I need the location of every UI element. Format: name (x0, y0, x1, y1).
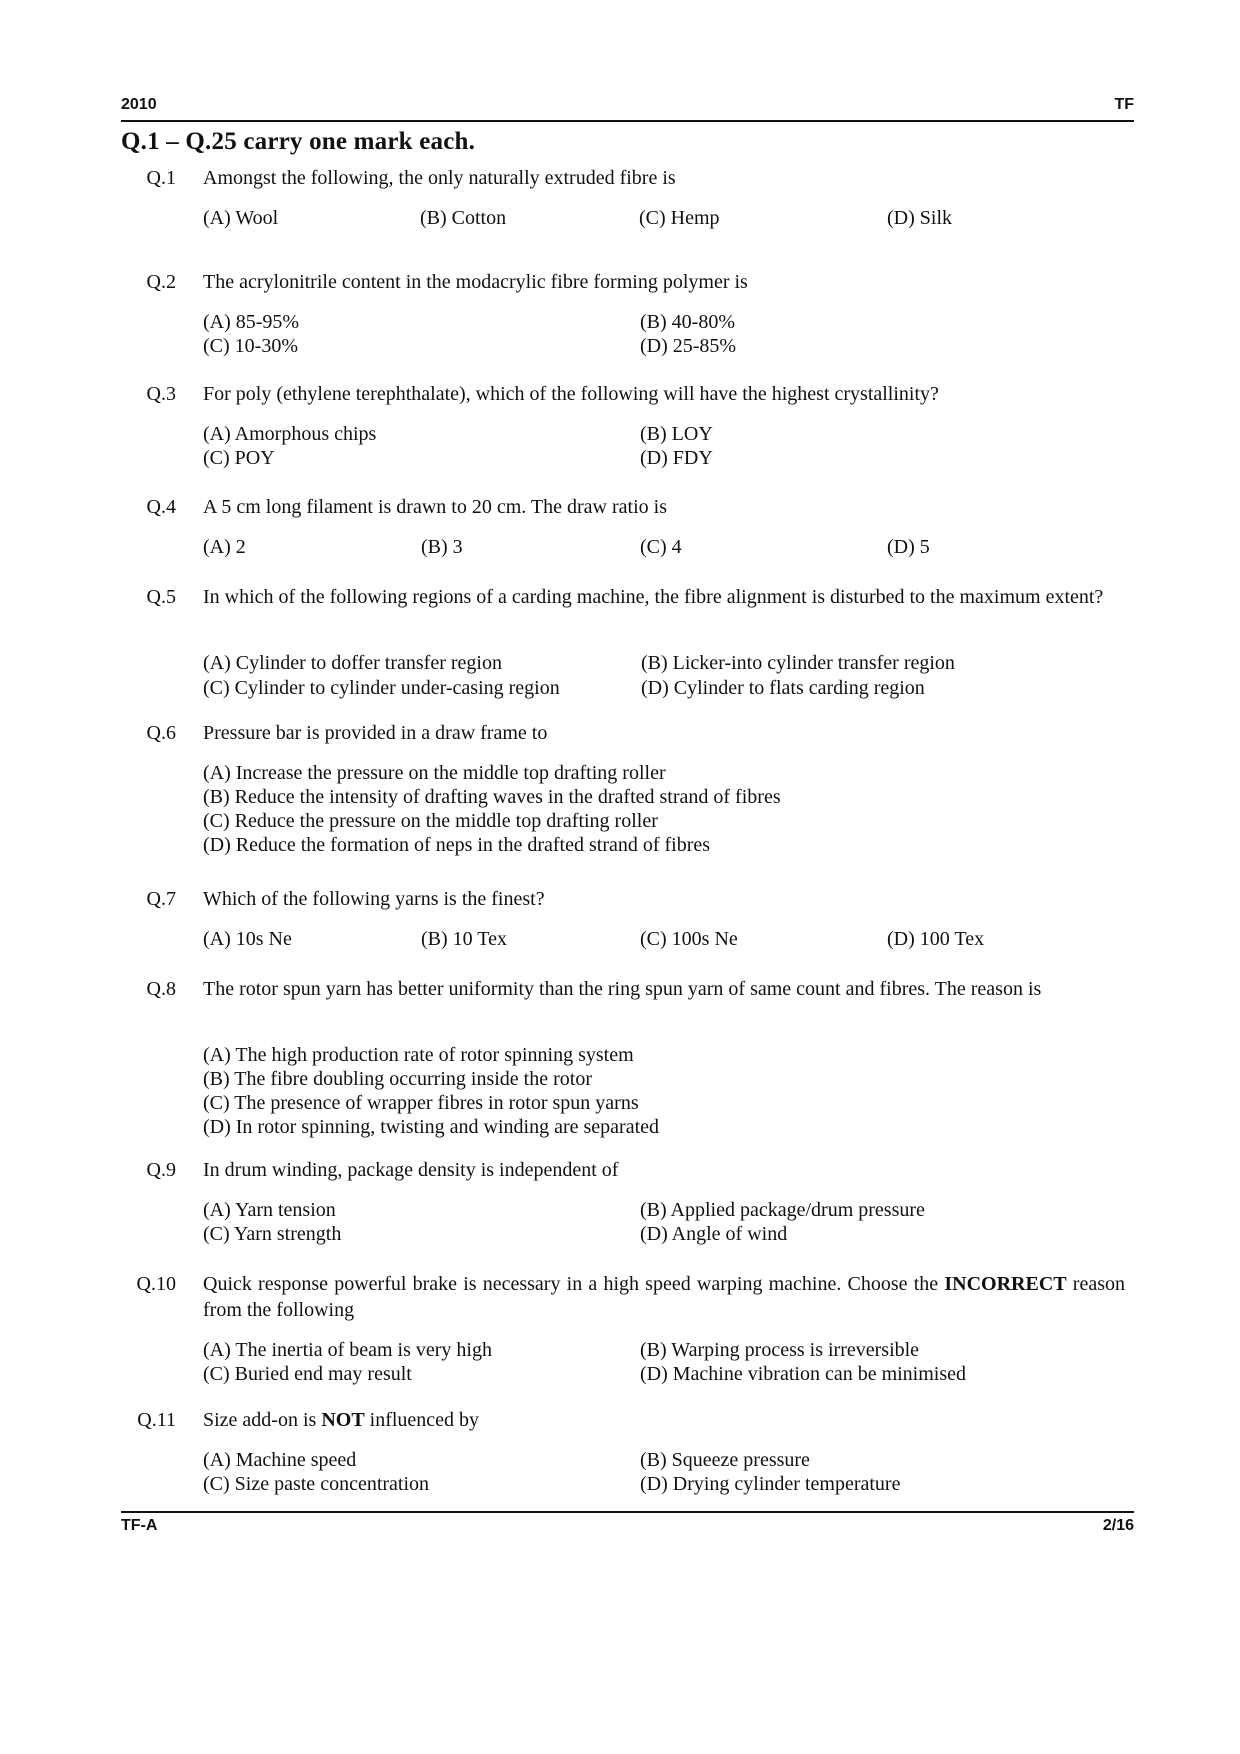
emphasis-not: NOT (321, 1409, 365, 1431)
option-b: (B) 10 Tex (421, 928, 507, 950)
header-paper-code: TF (1114, 96, 1134, 113)
emphasis-incorrect: INCORRECT (944, 1273, 1067, 1295)
option-a: (A) Cylinder to doffer transfer region (203, 652, 502, 674)
option-c: (C) 10-30% (203, 335, 298, 357)
question-number: Q.5 (146, 586, 176, 608)
option-a: (A) Machine speed (203, 1449, 357, 1471)
option-c: (C) Yarn strength (203, 1223, 342, 1245)
question-number: Q.3 (146, 383, 176, 405)
option-c: (C) Buried end may result (203, 1363, 412, 1385)
option-a: (A) Wool (203, 207, 279, 229)
question-text: The rotor spun yarn has better uniformity than the ring spun yarn of same count and fibres. The reason is (203, 978, 1042, 1000)
option-a: (A) Amorphous chips (203, 423, 377, 445)
option-b: (B) Licker-into cylinder transfer region (641, 652, 955, 674)
option-a: (A) Increase the pressure on the middle top drafting roller (203, 762, 666, 784)
option-b: (B) Squeeze pressure (640, 1449, 810, 1471)
question-number: Q.8 (146, 978, 176, 1000)
option-c: (C) Size paste concentration (203, 1473, 430, 1495)
option-b: (B) 3 (421, 536, 463, 558)
option-d: (D) In rotor spinning, twisting and winding are separated (203, 1116, 660, 1138)
question-text: In drum winding, package density is independent of (203, 1159, 619, 1181)
question-number: Q.7 (146, 888, 176, 910)
footer-paper-code: TF-A (121, 1517, 158, 1534)
question-number: Q.10 (136, 1273, 176, 1295)
option-c: (C) The presence of wrapper fibres in rotor spun yarns (203, 1092, 639, 1114)
option-b: (B) Reduce the intensity of drafting waves in the drafted strand of fibres (203, 786, 781, 808)
option-d: (D) FDY (640, 447, 713, 469)
option-a: (A) 2 (203, 536, 246, 558)
option-c: (C) POY (203, 447, 275, 469)
option-b: (B) 40-80% (640, 311, 735, 333)
question-text: A 5 cm long filament is drawn to 20 cm. The draw ratio is (203, 496, 667, 518)
question-number: Q.4 (146, 496, 176, 518)
option-d: (D) Drying cylinder temperature (640, 1473, 901, 1495)
option-c: (C) Hemp (639, 207, 720, 229)
page-number: 2/16 (1102, 1517, 1134, 1534)
option-d: (D) Reduce the formation of neps in the drafted strand of fibres (203, 834, 711, 856)
option-c: (C) Reduce the pressure on the middle top drafting roller (203, 810, 658, 832)
question-text (203, 1407, 1125, 1433)
option-d: (D) Angle of wind (640, 1223, 788, 1245)
option-b: (B) Warping process is irreversible (640, 1339, 920, 1361)
option-d: (D) Silk (887, 207, 952, 229)
question-text: In which of the following regions of a carding machine, the fibre alignment is disturbed to the maximum extent? (203, 586, 1104, 608)
question-number: Q.9 (146, 1159, 176, 1181)
option-a: (A) Yarn tension (203, 1199, 336, 1221)
option-d: (D) 100 Tex (887, 928, 985, 950)
option-d: (D) Machine vibration can be minimised (640, 1363, 967, 1385)
option-c: (C) 4 (640, 536, 682, 558)
question-text: Pressure bar is provided in a draw frame to (203, 722, 548, 744)
question-number: Q.11 (137, 1409, 176, 1431)
question-text-after: reason from the following (203, 1273, 1125, 1321)
page-footer (121, 1511, 1134, 1543)
question-number: Q.2 (146, 271, 176, 293)
question-text: The acrylonitrile content in the modacrylic fibre forming polymer is (203, 271, 748, 293)
option-d: (D) Cylinder to flats carding region (641, 677, 925, 699)
option-b: (B) Cotton (420, 207, 507, 229)
section-title: Q.1 – Q.25 carry one mark each. (121, 128, 476, 155)
option-a: (A) The high production rate of rotor spinning system (203, 1044, 634, 1066)
option-c: (C) 100s Ne (640, 928, 738, 950)
option-c: (C) Cylinder to cylinder under-casing region (203, 677, 560, 699)
option-a: (A) 85-95% (203, 311, 300, 333)
option-a: (A) 10s Ne (203, 928, 292, 950)
option-a: (A) The inertia of beam is very high (203, 1339, 492, 1361)
question-number: Q.6 (146, 722, 176, 744)
header-year: 2010 (121, 96, 157, 113)
question-number: Q.1 (146, 167, 176, 189)
option-d: (D) 25-85% (640, 335, 737, 357)
question-text: Amongst the following, the only naturally extruded fibre is (203, 167, 676, 189)
question-text-after: influenced by (364, 1409, 480, 1431)
question-text: For poly (ethylene terephthalate), which of the following will have the highest crystallinity? (203, 383, 939, 405)
question-text: Which of the following yarns is the finest? (203, 888, 545, 910)
question-text-before: Size add-on is (203, 1409, 322, 1431)
option-b: (B) LOY (640, 423, 713, 445)
question-text-before: Quick response powerful brake is necessary in a high speed warping machine. Choose the (203, 1273, 945, 1295)
option-b: (B) The fibre doubling occurring inside the rotor (203, 1068, 592, 1090)
question-text (203, 1271, 1125, 1323)
option-b: (B) Applied package/drum pressure (640, 1199, 925, 1221)
option-d: (D) 5 (887, 536, 930, 558)
page-header (121, 92, 1134, 122)
